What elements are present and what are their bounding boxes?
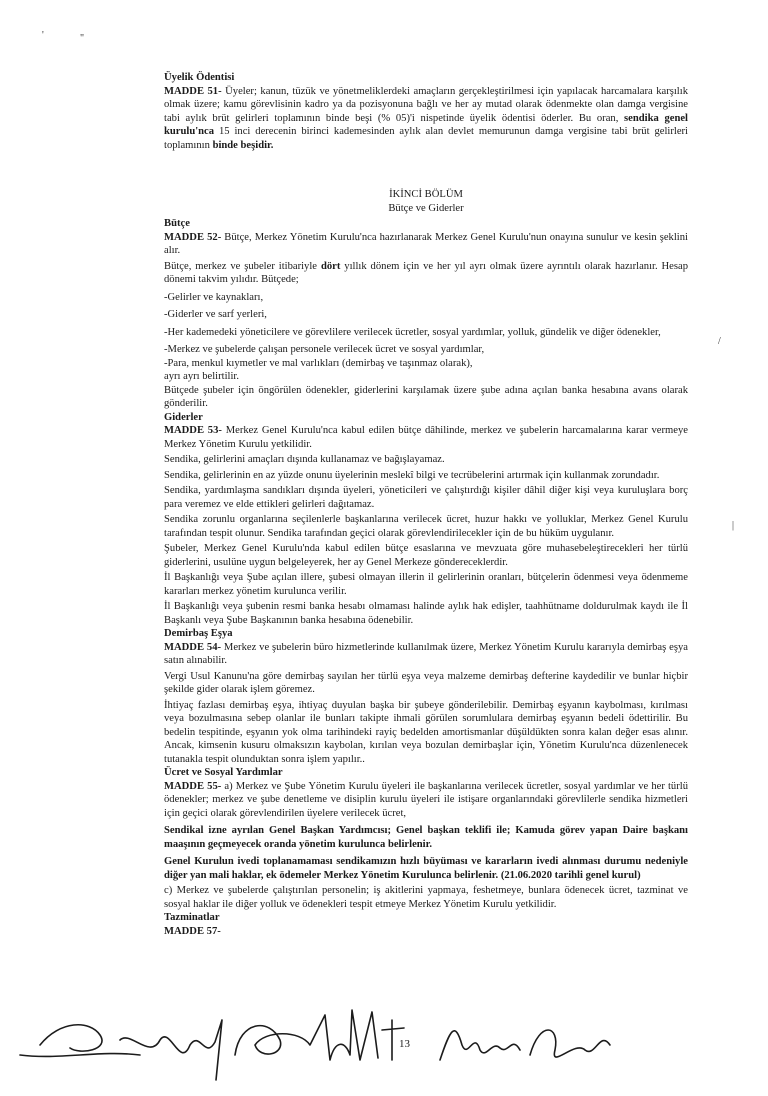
- article-53-text: Merkez Genel Kurulu'nca kabul edilen bütçe dâhilinde, merkez ve şubelerin harcamalarına karar vermeye Merkez Yönetim Kurulu yetkilidir.: [164, 425, 688, 450]
- article-53: [164, 424, 688, 451]
- article-52-paragraph-3: Bütçede şubeler için öngörülen ödenekler, giderlerini karşılamak üzere şube adına açılan banka hesabına avans olarak gönderilir.: [164, 384, 688, 409]
- article-55-bold-paragraph: Sendikal izne ayrılan Genel Başkan Yardımcısı; Genel başkan teklifi ile; Kamuda görev yapan Daire başkanı maaşının geçmeyecek oranda yönetim kurulunca belirlenir.: [164, 825, 688, 850]
- article-57-lead: MADDE 57-: [164, 925, 221, 937]
- signature-3: [235, 1010, 404, 1060]
- article-55-lead: MADDE 55-: [164, 780, 222, 792]
- budget-item: -Giderler ve sarf yerleri,: [164, 309, 267, 320]
- fixtures-heading: Demirbaş Eşya: [164, 628, 233, 639]
- article-51-bold2: binde beşidir.: [212, 139, 274, 151]
- article-55-paragraph-c: c) Merkez ve şubelerde çalıştırılan personelin; iş akitlerini yapmaya, feshetmeye, bunlara ödenecek ücret, tazminat ve sosyal haklar ile diğer yolluk ve ödenekleri tespit etmeye Merkez Yönetim Kurulu yetkilidir.: [164, 885, 688, 910]
- article-53-paragraph: İl Başkanlığı veya şubenin resmi banka hesabı olmaması halinde aylık hak edişler, taahhütname doldurulmak kaydı ile İl Başkanlı veya Şube Başkanının banka hesabına ödenebilir.: [164, 601, 688, 626]
- corner-mark: ": [80, 33, 85, 44]
- article-54-paragraph: İhtiyaç fazlası demirbaş eşya, ihtiyaç duyulan başka bir şubeye gönderilebilir. Demirbaş eşyanın kaybolması, kırılması veya bozulmasına sebep olanlar ile bunları takipte ihmali görülen sorumlulara demirbaş eşyanın bedeli ödettirilir. Bu bedelin tespitinde, eşyanın yok olma tarihindeki rayiç bedelden amortismanlar düşüldükten sonra kalan değer esas alınır. Ancak, kimsenin kusuru olmaksızın kaybolan, kırılan veya bozulan demirbaşlar için, Yönetim Kurulu'nca düzenlenecek tutanakla tespit olunduktan sonra işlem yapılır..: [164, 699, 688, 765]
- article-52: [164, 231, 688, 258]
- article-52-p2b: dört: [320, 260, 341, 272]
- budget-item: -Merkez ve şubelerde çalışan personele verilecek ücret ve sosyal yardımlar,: [164, 344, 485, 355]
- signatures-image: [0, 1000, 768, 1091]
- article-55-bold-paragraph: Genel Kurulun ivedi toplanamaması sendikamızın hızlı büyüması ve kararların ivedi alınması durumu nedeniyle diğer yan mali haklar, ek ödemeler Merkez Yönetim Kurulunca belirlenir. (21.06.2020 tarihli genel kurul): [164, 856, 688, 881]
- signature-5: [530, 1030, 610, 1057]
- article-51-text: Üyeler; kanun, tüzük ve yönetmeliklerdeki amaçların gerçekleştirilmesi için yapılacak harcamalara karşılık olmak üzere; kamu görevlisinin kadro ya da pozisyonuna bağlı ve her ay mutad olarak ödenmekte olan damga vergisine tabi aylık brüt gelirleri toplamının binde beşi (% 05)'i nispetinde üyelik ödentisi öderler. Bu oran,: [164, 85, 688, 124]
- budget-item: -Her kademedeki yöneticilere ve görevlilere verilecek ücretler, sosyal yardımlar, yolluk, gündelik ve diğer ödenekler,: [164, 326, 661, 338]
- article-53-paragraph: Sendika, yardımlaşma sandıkları dışında üyeleri, yöneticileri ve çalıştırdığı kişiler dâhil diğer kişi veya kuruluşlara borç para veremez ve elde ettikleri gelirleri dağıtamaz.: [164, 485, 688, 510]
- budget-heading: Bütçe: [164, 218, 190, 229]
- article-52-paragraph-2: [164, 260, 688, 287]
- signature-2: [120, 1020, 222, 1080]
- article-54-text: Merkez ve şubelerin büro hizmetlerinde kullanılmak üzere, Merkez Yönetim Kurulu kararıyla demirbaş eşya satın alınabilir.: [164, 641, 688, 666]
- corner-mark: ': [42, 30, 44, 41]
- article-54-paragraph: Vergi Usul Kanunu'na göre demirbaş sayılan her türlü eşya veya malzeme demirbaş defterine kaydedilir ve bunlar hiçbir şekilde gider olarak işlem göremez.: [164, 670, 688, 695]
- article-52-text: Bütçe, Merkez Yönetim Kurulu'nca hazırlanarak Merkez Genel Kurulu'nun onayına sunulur ve kesin şeklini alır.: [164, 231, 688, 256]
- article-53-paragraph: Şubeler, Merkez Genel Kurulu'nda kabul edilen bütçe esaslarına ve mevzuata göre muhasebeleştirecekleri her türlü giderlerini, usulüne uygun belgeleyerek, her ay Genel Merkeze göndereceklerdir.: [164, 543, 688, 568]
- article-55: [164, 780, 688, 821]
- article-51-bold1: sendika genel kurulu'nca: [164, 112, 688, 137]
- article-51: [164, 85, 688, 153]
- signature-4: [440, 1031, 520, 1060]
- signature-1: [20, 1025, 140, 1057]
- budget-item: ayrı ayrı belirtilir.: [164, 371, 240, 382]
- budget-item: -Para, menkul kıymetler ve mal varlıkları (demirbaş ve taşınmaz olarak),: [164, 357, 473, 369]
- page-number: 13: [399, 1038, 410, 1050]
- article-53-lead: MADDE 53-: [164, 425, 222, 436]
- document-body: [164, 71, 688, 938]
- expenses-heading: Giderler: [164, 411, 203, 423]
- article-53-paragraph: Sendika, gelirlerini amaçları dışında kullanamaz ve bağışlayamaz.: [164, 454, 445, 465]
- margin-mark: |: [732, 520, 735, 531]
- article-52-p2c: yıllık dönem için ve her yıl ayrı olmak üzere ayrıntılı olarak hazırlanır. Hesap dönemi takvim yılıdır. Bütçede;: [164, 260, 689, 285]
- article-53-paragraph: Sendika zorunlu organlarına seçilenlerle başkanlarına verilecek ücret, huzur hakkı ve yolluklar, Merkez Genel Kurulu tarafından tespit olunur. Sendika tarafından geçici olarak görevlendirilecekler için de bu hüküm uygulanır.: [164, 514, 688, 539]
- article-53-paragraph: Sendika, gelirlerinin en az yüzde onunu üyelerinin meslekî bilgi ve tecrübelerini artırmak için kullanmak zorundadır.: [164, 469, 660, 481]
- signature-area: [0, 1000, 768, 1091]
- budget-item: -Gelirler ve kaynakları,: [164, 291, 264, 303]
- article-53-paragraph: İl Başkanlığı veya Şube açılan illere, şubesi olmayan illerin il gelirlerinin oranları, bütçelerin ödenmesi veya ödenmeme kararları merkez yönetim kurulunca verilir.: [164, 572, 688, 597]
- article-54: [164, 641, 688, 668]
- chapter-title: İKİNCİ BÖLÜM: [389, 189, 463, 200]
- article-55-text: a) Merkez ve Şube Yönetim Kurulu üyeleri ile başkanlarına verilecek ücretler, sosyal yardımlar ve her türlü ödenekler; merkez ve şube denetleme ve disiplin kurulu üyeleri ile istişare organlarındaki görevlilerle sendika hizmetleri için geçici olarak görevlendirilen üyelere verilecek ücret,: [164, 780, 688, 819]
- article-51-lead: MADDE 51-: [164, 85, 222, 97]
- article-52-p2a: Bütçe, merkez ve şubeler itibariyle: [164, 260, 318, 272]
- article-52-lead: MADDE 52-: [164, 231, 222, 243]
- wages-heading: Ücret ve Sosyal Yardımlar: [164, 767, 283, 778]
- chapter-subtitle: Bütçe ve Giderler: [388, 202, 464, 214]
- membership-heading: Üyelik Ödentisi: [164, 72, 235, 83]
- margin-mark: /: [718, 336, 721, 347]
- compensation-heading: Tazminatlar: [164, 912, 220, 923]
- article-54-lead: MADDE 54-: [164, 641, 222, 653]
- article-51-mid: 15 inci derecenin birinci kademesinden aylık alan devlet memurunun damga vergisine tabi brüt gelirleri toplamının: [164, 126, 688, 151]
